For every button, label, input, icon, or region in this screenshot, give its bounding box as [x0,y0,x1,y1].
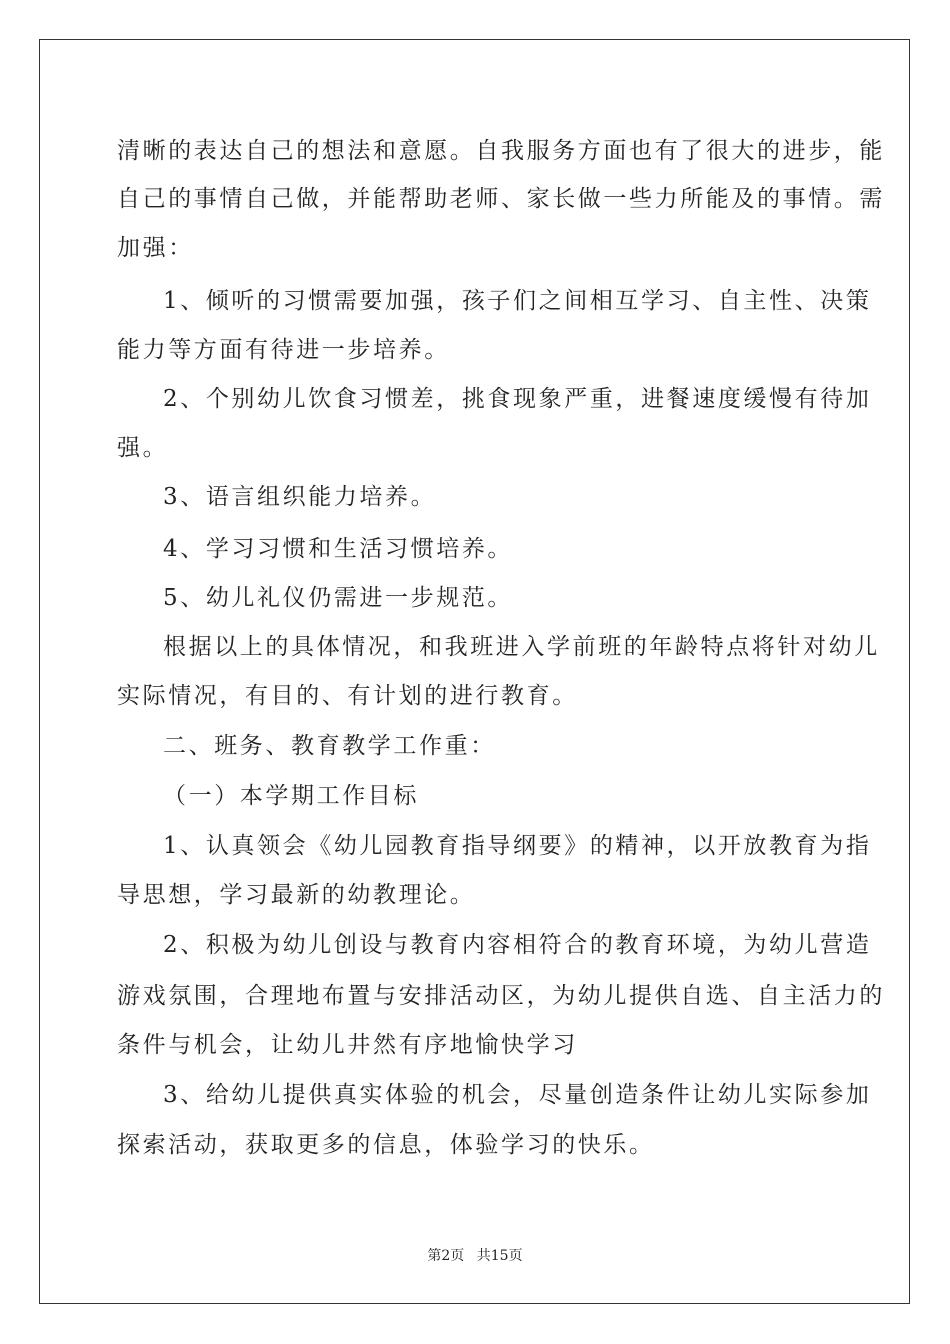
text-line: 强。 [117,435,169,461]
text-line: 自己的事情自己做，并能帮助老师、家长做一些力所能及的事情。需 [117,186,885,212]
page-total: 共15页 [476,1248,523,1264]
page-footer [0,1246,950,1266]
text-line: 实际情况，有目的、有计划的进行教育。 [117,683,578,709]
text-line: 3、语言组织能力培养。 [163,484,437,510]
text-line: 根据以上的具体情况，和我班进入学前班的年龄特点将针对幼儿 [163,634,880,660]
subsection-heading: （一）本学期工作目标 [163,783,419,809]
text-line: 游戏氛围，合理地布置与安排活动区，为幼儿提供自选、自主活力的 [117,983,885,1009]
text-line: 导思想，学习最新的幼教理论。 [117,882,476,908]
text-line: 5、幼儿礼仪仍需进一步规范。 [163,585,514,611]
text-line: 能力等方面有待进一步培养。 [117,337,450,363]
text-line: 3、给幼儿提供真实体验的机会，尽量创造条件让幼儿实际参加 [163,1082,872,1108]
text-line: 1、认真领会《幼儿园教育指导纲要》的精神，以开放教育为指 [163,833,872,859]
text-line: 加强： [117,235,194,261]
text-line: 2、个别幼儿饮食习惯差，挑食现象严重，进餐速度缓慢有待加 [163,386,872,412]
text-line: 清晰的表达自己的想法和意愿。自我服务方面也有了很大的进步，能 [117,138,885,164]
text-line: 4、学习习惯和生活习惯培养。 [163,536,514,562]
text-line: 探索活动，获取更多的信息，体验学习的快乐。 [117,1132,655,1158]
text-line: 2、积极为幼儿创设与教育内容相符合的教育环境，为幼儿营造 [163,932,872,958]
text-line: 1、倾听的习惯需要加强，孩子们之间相互学习、自主性、决策 [163,288,872,314]
text-line: 条件与机会，让幼儿井然有序地愉快学习 [117,1032,578,1058]
page-border [39,39,910,1304]
page-number: 第2页 [427,1248,465,1264]
section-heading: 二、班务、教育教学工作重： [163,733,496,759]
